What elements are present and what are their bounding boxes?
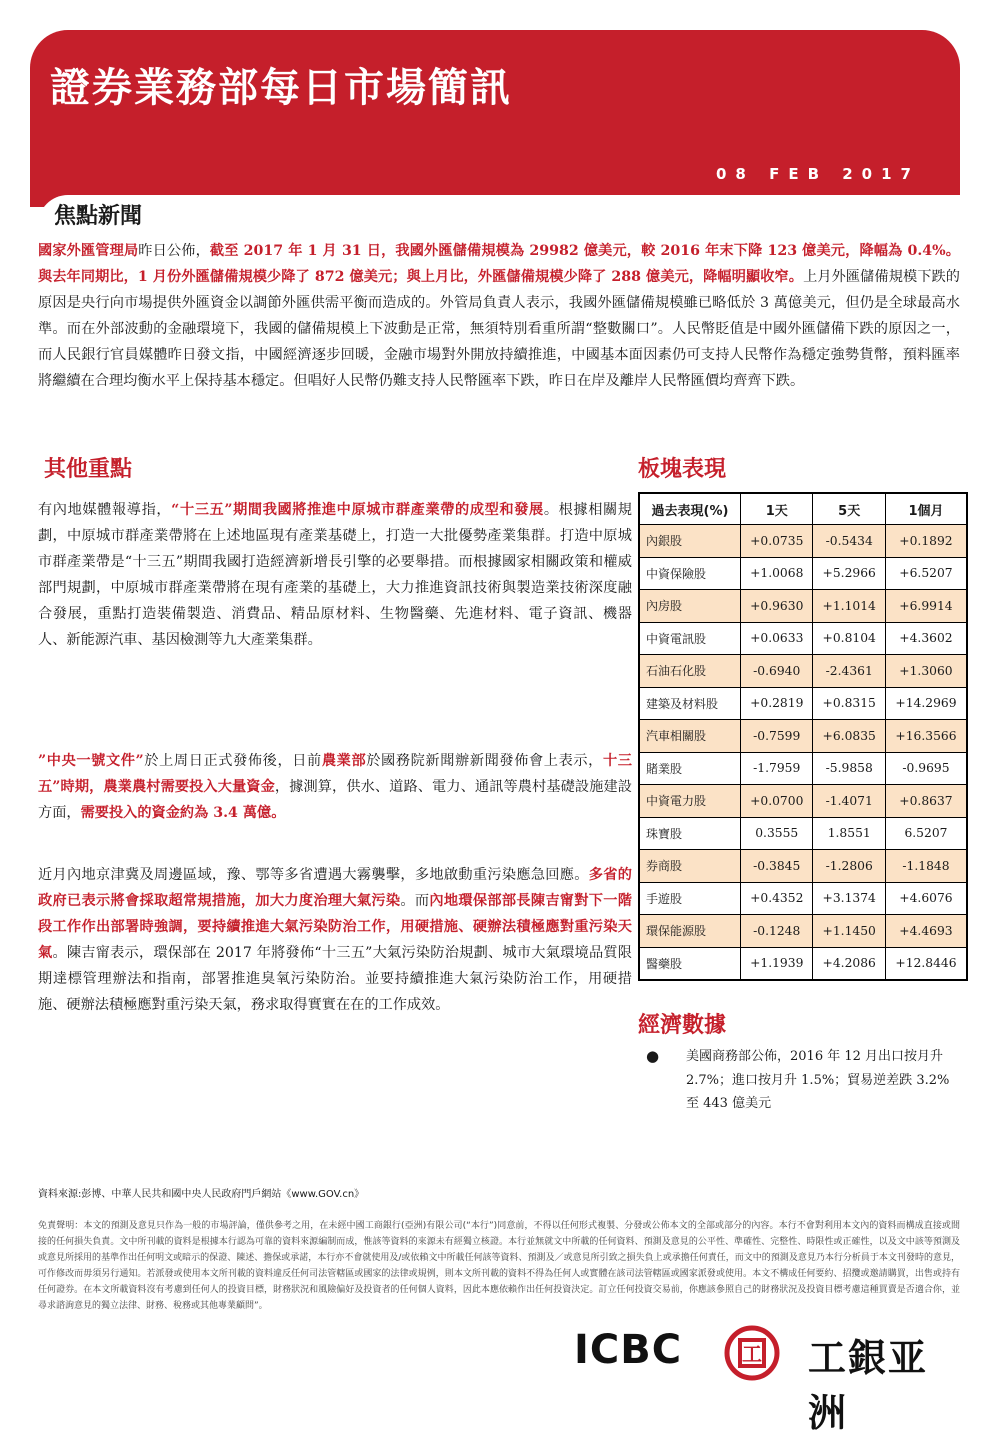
value-5d: +6.0835 — [813, 720, 885, 753]
others-text: ，據測算，供水、道路、電力、通訊等農村基礎設施建設方面， — [38, 779, 632, 821]
others-item-2 — [38, 748, 632, 826]
value-1d: -0.6940 — [741, 655, 813, 688]
value-1m: +1.3060 — [885, 655, 967, 688]
sector-row — [639, 720, 967, 753]
sector-name: 建築及材料股 — [639, 687, 741, 720]
others-title: 其他重點 — [44, 457, 133, 482]
sector-name: 醫藥股 — [639, 947, 741, 980]
value-5d: -1.4071 — [813, 785, 885, 818]
sector-row — [639, 882, 967, 915]
sector-row — [639, 687, 967, 720]
others-item-1 — [38, 497, 632, 653]
value-5d: +1.1450 — [813, 915, 885, 948]
others-highlight: 十三五”時期，農業農村需要投入大量資金 — [38, 753, 632, 795]
emblem-glyph: 工 — [742, 1342, 762, 1366]
focus-highlight: 國家外匯管理局 — [38, 243, 139, 259]
value-1d: -0.3845 — [741, 850, 813, 883]
sector-row — [639, 850, 967, 883]
value-1d: -0.7599 — [741, 720, 813, 753]
icbc-emblem-icon — [724, 1325, 780, 1381]
sector-name: 中資電力股 — [639, 785, 741, 818]
sector-name: 內銀股 — [639, 525, 741, 558]
sector-row — [639, 590, 967, 623]
header-period: 過去表現(%) — [639, 493, 741, 525]
header-1m: 1個月 — [885, 493, 967, 525]
value-1d: +1.1939 — [741, 947, 813, 980]
value-5d: -0.5434 — [813, 525, 885, 558]
value-1m: +0.1892 — [885, 525, 967, 558]
sector-row — [639, 622, 967, 655]
report-date: 08 FEB 2017 — [716, 165, 920, 183]
value-5d: -1.2806 — [813, 850, 885, 883]
others-text: 於上周日正式發佈後，日前 — [143, 753, 322, 769]
value-1m: 6.5207 — [885, 817, 967, 850]
header-banner — [30, 30, 960, 207]
economy-title: 經濟數據 — [638, 1013, 727, 1038]
value-5d: +1.1014 — [813, 590, 885, 623]
economy-text: 美國商務部公佈，2016 年 12 月出口按月升 2.7%；進口按月升 1.5%；貿易逆差跌 3.2%至 443 億美元 — [686, 1049, 950, 1111]
value-5d: +5.2966 — [813, 557, 885, 590]
value-1m: +6.9914 — [885, 590, 967, 623]
value-1d: +1.0068 — [741, 557, 813, 590]
others-highlight: 需要投入的資金約為 3.4 萬億。 — [80, 805, 286, 821]
sector-name: 手遊股 — [639, 882, 741, 915]
sector-name: 內房股 — [639, 590, 741, 623]
value-1d: -1.7959 — [741, 752, 813, 785]
page-title: 證券業務部每日市場簡訊 — [50, 65, 512, 111]
others-text: 有內地媒體報導指， — [38, 502, 172, 518]
sector-name: 珠寶股 — [639, 817, 741, 850]
others-item-3 — [38, 862, 632, 1018]
others-text: 。而 — [400, 893, 430, 909]
value-1m: +4.6076 — [885, 882, 967, 915]
others-text: 。根據相關規劃，中原城市群產業帶將在上述地區現有產業基礎上，打造一大批優勢產業集群。打造中原城市群產業帶是“十三五”期間我國打造經濟新增長引擎的必要舉措。而根據國家相關政策和權威部門規劃，中原城市群產業帶將在現有產業的基礎上，大力推進資訊技術與製造業技術深度融合發展，重點打造裝備製造、消費品、精品原材料、生物醫藥、先進材料、電子資訊、機器人、新能源汽車、基因檢測等九大產業集群。 — [38, 502, 632, 648]
others-highlight: 農業部 — [321, 753, 367, 769]
sector-row — [639, 947, 967, 980]
sector-row — [639, 557, 967, 590]
others-text: 。陳吉甯表示，環保部在 2017 年將發佈“十三五”大氣污染防治規劃、城市大氣環境品質限期達標管理辦法和指南，部署推進臭氧污染防治。並要持續推進大氣污染防治工作，用硬措施、硬辦法積極應對重污染天氣，務求取得實實在在的工作成效。 — [38, 945, 632, 1013]
value-5d: +4.2086 — [813, 947, 885, 980]
others-highlight: 多省的政府已表示將會採取超常規措施，加大力度治理大氣污染 — [38, 867, 632, 909]
value-1d: 0.3555 — [741, 817, 813, 850]
sectors-title: 板塊表現 — [638, 457, 727, 482]
focus-tab — [38, 195, 960, 231]
sector-name: 汽車相關股 — [639, 720, 741, 753]
sector-table — [638, 492, 968, 981]
sector-name: 中資保險股 — [639, 557, 741, 590]
sector-row — [639, 525, 967, 558]
sector-table-body — [639, 525, 967, 981]
focus-highlight: 截至 2017 年 1 月 31 日，我國外匯儲備規模為 29982 億美元，較 2016 年末下降 123 億美元，降幅為 0.4%。與去年同期比，1 月份外匯儲備規模少降了 872 億美元；與上月比，外匯儲備規模少降了 288 億美元，降幅明顯收窄。 — [38, 243, 960, 285]
others-text: 於國務院新聞辦新聞發佈會上表示， — [366, 753, 603, 769]
value-1d: +0.4352 — [741, 882, 813, 915]
value-5d: +3.1374 — [813, 882, 885, 915]
value-1m: +12.8446 — [885, 947, 967, 980]
bullet-icon: ● — [646, 1047, 660, 1065]
source-note: 資料來源:彭博、中華人民共和國中央人民政府門戶網站《www.GOV.cn》 — [38, 1189, 365, 1200]
others-highlight: 內地環保部部長陳吉甯對下一階段工作作出部署時強調，要持續推進大氣污染防治工作，用硬措施、硬辦法積極應對重污染天氣 — [38, 893, 632, 961]
value-1d: +0.0633 — [741, 622, 813, 655]
value-5d: 1.8551 — [813, 817, 885, 850]
value-1m: +14.2969 — [885, 687, 967, 720]
value-1m: +4.3602 — [885, 622, 967, 655]
focus-news — [38, 238, 960, 394]
value-1d: +0.0700 — [741, 785, 813, 818]
focus-paragraph — [38, 238, 960, 394]
sector-name: 賭業股 — [639, 752, 741, 785]
value-1d: -0.1248 — [741, 915, 813, 948]
sector-table-header — [639, 493, 967, 525]
value-5d: +0.8104 — [813, 622, 885, 655]
economy-item — [646, 1045, 956, 1116]
sector-name: 中資電訊股 — [639, 622, 741, 655]
value-1m: +16.3566 — [885, 720, 967, 753]
value-1m: -0.9695 — [885, 752, 967, 785]
logo-text-en: ICBC — [574, 1327, 683, 1373]
value-1m: +4.4693 — [885, 915, 967, 948]
sector-row — [639, 785, 967, 818]
value-1m: -1.1848 — [885, 850, 967, 883]
value-5d: +0.8315 — [813, 687, 885, 720]
sector-row — [639, 915, 967, 948]
sector-name: 石油石化股 — [639, 655, 741, 688]
sector-row — [639, 752, 967, 785]
sector-row — [639, 655, 967, 688]
value-5d: -2.4361 — [813, 655, 885, 688]
logo-text-cn: 工銀亚洲 — [808, 1336, 929, 1435]
value-1m: +0.8637 — [885, 785, 967, 818]
sector-name: 券商股 — [639, 850, 741, 883]
sector-row — [639, 817, 967, 850]
focus-text: 昨日公佈， — [138, 243, 210, 259]
icbc-logo — [574, 1325, 962, 1435]
others-highlight: ”中央一號文件” — [38, 753, 144, 769]
others-text: 近月內地京津冀及周邊區域，豫、鄂等多省遭遇大霧襲擊，多地啟動重污染應急回應。 — [38, 867, 589, 883]
header-5d: 5天 — [813, 493, 885, 525]
value-1d: +0.2819 — [741, 687, 813, 720]
header-1d: 1天 — [741, 493, 813, 525]
value-1d: +0.0735 — [741, 525, 813, 558]
focus-title: 焦點新聞 — [54, 204, 143, 229]
disclaimer: 免責聲明：本文的預測及意見只作為一般的市場評論，僅供參考之用，在未經中國工商銀行(亞洲)有限公司(“本行”)同意前，不得以任何形式複製、分發或公佈本文的全部或部分的內容。本行不會對利用本文內的資料而構成直接或間接的任何損失負責。文中所刊載的資料是根據本行認為可靠的資料來源編制而成，惟該等資料的來源未有經獨立核證。本行並無就文中所載的任何資料、預測及意見的公平性、準確性、完整性、時限性或正確性，以及文中該等預測及或意見所採用的基準作出任何明文或暗示的保證、陳述、擔保或承諾，本行亦不會就使用及/或依賴文中所載任何該等資料、預測及／或意見所引致之損失負上或承擔任何責任，而文中的預測及意見乃本行分析員于本文刊發時的意見，可作修改而毋須另行通知。若派發或使用本文所刊載的資料違反任何司法管轄區或國家的法律或規例，則本文所刊載的資料不得為任何人或實體在該司法管轄區或國家派發或使用。本文不構成任何要約、招攬或邀請購買，出售或持有任何證券。在本文所載資料沒有考慮到任何人的投資目標，財務狀況和風險偏好及投資者的任何個人資料，因此本應依賴作出任何投資決定。訂立任何投資交易前，你應該參照自己的財務狀況及投資目標考慮這種買賣是否適合你，並尋求諮詢意見的獨立法律、財務、稅務或其他專業顧問”。 — [38, 1221, 960, 1311]
others-highlight: “十三五”期間我國將推進中原城市群產業帶的成型和發展 — [171, 502, 544, 518]
value-1d: +0.9630 — [741, 590, 813, 623]
focus-text: 上月外匯儲備規模下跌的原因是央行向市場提供外匯資金以調節外匯供需平衡而造成的。外管局負責人表示，我國外匯儲備規模雖已略低於 3 萬億美元，但仍是全球最高水準。而在外部波動的金融環境下，我國的儲備規模上下波動是正常，無須特別看重所謂“整數關口”。人民幣貶值是中國外匯儲備下跌的原因之一，而人民銀行官員媒體昨日發文指，中國經濟逐步回暖，金融市場對外開放持續推進，中國基本面因素仍可支持人民幣作為穩定強勢貨幣，預料匯率將繼續在合理均衡水平上保持基本穩定。但唱好人民幣仍難支持人民幣匯率下跌，昨日在岸及離岸人民幣匯價均齊齊下跌。 — [38, 269, 960, 389]
sector-name: 環保能源股 — [639, 915, 741, 948]
value-5d: -5.9858 — [813, 752, 885, 785]
value-1m: +6.5207 — [885, 557, 967, 590]
